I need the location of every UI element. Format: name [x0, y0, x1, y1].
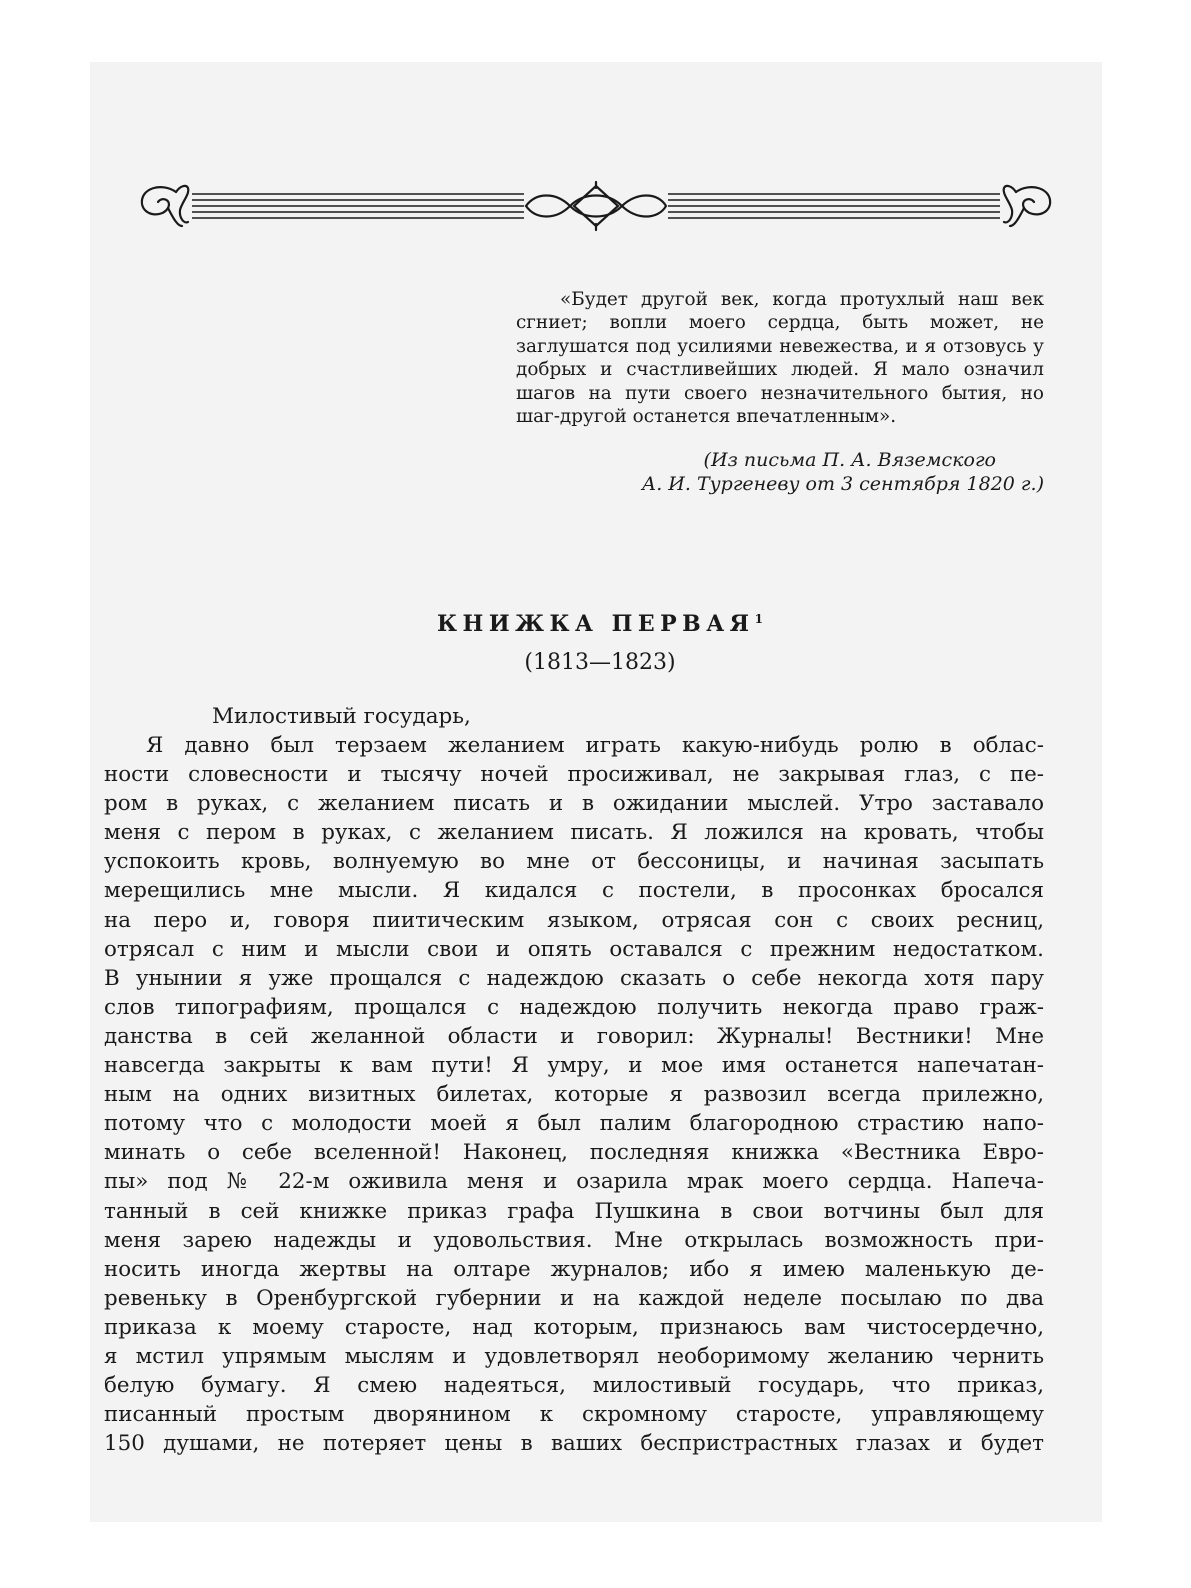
text-line: приказа к моему старосте, над которым, признаюсь вам чистосердечно, — [104, 1314, 1044, 1340]
text-line: танный в сей книжке приказ графа Пушкина в свои вотчины был для — [104, 1198, 1044, 1224]
text-line: меня зарею надежды и удовольствия. Мне открылась возможность при- — [104, 1227, 1044, 1253]
text-line: минать о себе вселенной! Наконец, последняя книжка «Вестника Евро- — [104, 1140, 1044, 1166]
epigraph-text: «Будет другой век, когда протухлый наш век сгниет; вопли моего сердца, быть может, не заглушатся под усилиями невежества, и я отзовусь у добрых и счастливейших людей. Я мало означил шагов на пути своего незначительного бытия, но шаг-другой останется впечатленным». — [516, 289, 1044, 428]
text-line: на перо и, говоря пиитическим языком, отрясая сон с своих ресниц, — [104, 907, 1044, 933]
text-line: 150 душами, не потеряет цены в ваших беспристрастных глазах и будет — [104, 1431, 1044, 1457]
text-line: меня с пером в руках, с желанием писать. Я ложился на кровать, чтобы — [104, 820, 1044, 846]
text-line: слов типографиям, прощался с надеждою получить некогда право граж- — [104, 994, 1044, 1020]
chapter-title: КНИЖКА ПЕРВАЯ — [437, 611, 755, 637]
salutation: Милостивый государь, — [212, 704, 471, 729]
text-line: писанный простым дворянином к скромному старосте, управляющему — [104, 1402, 1044, 1428]
epigraph-attribution — [440, 448, 1044, 496]
text-line: навсегда закрыты к вам пути! Я умру, и мое имя останется напечатан- — [104, 1053, 1044, 1079]
attribution-line-2: А. И. Тургеневу от 3 сентября 1820 г.) — [641, 473, 1044, 495]
text-line: потому что с молодости моей я был палим благородною страстию напо- — [104, 1111, 1044, 1137]
text-line: белую бумагу. Я смею надеяться, милостивый государь, что приказ, — [104, 1373, 1044, 1399]
text-line: Я давно был терзаем желанием играть какую-нибудь ролю в облас- — [146, 733, 1044, 758]
text-line: ром в руках, с желанием писать и в ожидании мыслей. Утро заставало — [104, 791, 1044, 817]
footnote-mark[interactable]: 1 — [754, 612, 763, 626]
text-line: отрясал с ним и мысли свои и опять оставался с прежним недостатком. — [104, 936, 1044, 962]
text-line: пы» под № 22-м оживила меня и озарила мрак моего сердца. Напеча- — [104, 1169, 1044, 1195]
text-line: мерещились мне мысли. Я кидался с постели, в просонках бросался — [104, 878, 1044, 904]
text-line: ным на одних визитных билетах, которые я развозил всегда прилежно, — [104, 1082, 1044, 1108]
body-text — [104, 731, 1044, 1458]
attribution-line-1: (Из письма П. А. Вяземского — [703, 449, 996, 471]
text-line: успокоить кровь, волнуемую во мне от бессоницы, и начиная засыпать — [104, 849, 1044, 875]
epigraph — [516, 288, 1044, 428]
ornamental-divider-icon — [132, 180, 1060, 232]
text-line: данства в сей желанной области и говорил: Журналы! Вестники! Мне — [104, 1023, 1044, 1049]
text-line: ности словесности и тысячу ночей просиживал, не закрывая глаз, с пе- — [104, 762, 1044, 788]
chapter-years: (1813—1823) — [524, 650, 676, 675]
chapter-heading — [300, 604, 900, 639]
text-line: носить иногда жертвы на олтаре журналов; ибо я имею маленькую де- — [104, 1256, 1044, 1282]
text-line: В унынии я уже прощался с надеждою сказать о себе некогда хотя пару — [104, 965, 1044, 991]
text-line: ревеньку в Оренбургской губернии и на каждой неделе посылаю по два — [104, 1285, 1044, 1311]
text-line: я мстил упрямым мыслям и удовлетворял необоримому желанию чернить — [104, 1343, 1044, 1369]
